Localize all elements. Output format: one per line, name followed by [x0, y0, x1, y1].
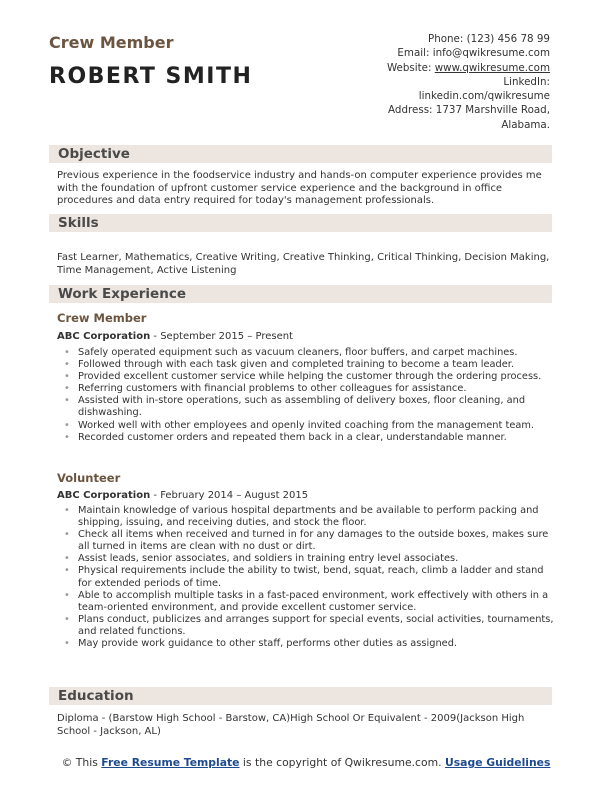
job-bullet: • Assisted with in-store operations, such as assembling of delivery boxes, floor cleaning, and dishwashing. [64, 395, 556, 419]
job-company: ABC Corporation [57, 331, 151, 342]
education-text: Diploma - (Barstow High School - Barstow, CA)High School Or Equivalent - 2009(Jackson High School - Jackson, AL) [57, 713, 525, 737]
job-bullet: • Followed through with each task given and completed training to become a team leader. [64, 359, 556, 371]
resume-role-title: Crew Member [49, 33, 174, 52]
job-meta [57, 489, 308, 502]
website-link[interactable]: www.qwikresume.com [434, 61, 550, 74]
contact-linkedin-label: LinkedIn: [503, 75, 550, 88]
contact-address-line1: Address: 1737 Marshville Road, [388, 104, 550, 117]
job-title: Crew Member [57, 311, 147, 325]
education-section-header [49, 687, 552, 705]
footer-middle: is the copyright of Qwikresume.com. [239, 756, 445, 769]
footer [0, 756, 612, 770]
website-label: Website: [386, 61, 435, 74]
usage-guidelines-link[interactable]: Usage Guidelines [444, 756, 551, 769]
job-bullet: • Provided excellent customer service while helping the customer through the ordering process. [64, 371, 556, 383]
job-bullets [64, 347, 556, 444]
contact-phone: Phone: (123) 456 78 99 [427, 33, 550, 45]
job-bullet: • Safely operated equipment such as vacuum cleaners, floor buffers, and carpet machines. [64, 347, 556, 359]
objective-text: Previous experience in the foodservice industry and hands-on computer experience provides me with the foundation of upfront customer service experience and the background in office procedures and data entry required for today's management professionals. [57, 170, 542, 206]
experience-title: Work Experience [58, 286, 186, 302]
free-resume-template-link[interactable]: Free Resume Template [101, 756, 240, 769]
skills-section-header [49, 214, 552, 232]
job-bullet: • May provide work guidance to other staff, performs other duties as assigned. [64, 638, 556, 650]
job-bullet: • Recorded customer orders and repeated them back in a clear, understandable manner. [64, 432, 556, 444]
objective-section-header [49, 145, 552, 163]
objective-title: Objective [58, 146, 130, 162]
job-bullet: • Plans conduct, publicizes and arranges support for special events, social activities, tournaments, and related functions. [64, 614, 556, 638]
job-bullet: • Able to accomplish multiple tasks in a fast-paced environment, work effectively with others in a team-oriented environment, and provide excellent customer service. [64, 590, 556, 614]
contact-address-line2: Alabama. [501, 118, 550, 131]
header-left [49, 33, 252, 91]
footer-prefix: © This [61, 756, 102, 769]
person-name: ROBERT SMITH [49, 64, 253, 89]
job-bullet: • Assist leads, senior associates, and soldiers in training entry level associates. [64, 553, 556, 565]
experience-section-header [49, 285, 552, 303]
skills-title: Skills [58, 215, 99, 231]
job-bullet: • Physical requirements include the ability to twist, bend, squat, reach, climb a ladder and stand for extended periods of time. [64, 565, 556, 589]
education-title: Education [58, 688, 134, 704]
job-bullet: • Referring customers with financial problems to other colleagues for assistance. [64, 383, 556, 395]
job-meta [57, 330, 293, 343]
job-bullets [64, 505, 556, 650]
job-dates: - February 2014 – August 2015 [150, 490, 309, 501]
skills-text: Fast Learner, Mathematics, Creative Writing, Creative Thinking, Critical Thinking, Decision Making, Time Management, Active Listening [57, 252, 550, 276]
job-title: Volunteer [57, 471, 121, 485]
job-company: ABC Corporation [57, 490, 151, 501]
job-dates: - September 2015 – Present [150, 331, 293, 342]
contact-block [387, 32, 550, 132]
job-bullet: • Worked well with other employees and openly invited coaching from the management team. [64, 420, 556, 432]
job-bullet: • Check all items when received and turned in for any damages to the outside boxes, makes sure all turned in items are clean with no dust or dirt. [64, 529, 556, 553]
contact-website [387, 61, 550, 75]
contact-email: Email: info@qwikresume.com [397, 47, 550, 60]
contact-linkedin-value: linkedin.com/qwikresume [418, 90, 550, 103]
job-bullet: • Maintain knowledge of various hospital departments and be available to perform packing and shipping, issuing, and receiving duties, and stock the floor. [64, 505, 556, 529]
